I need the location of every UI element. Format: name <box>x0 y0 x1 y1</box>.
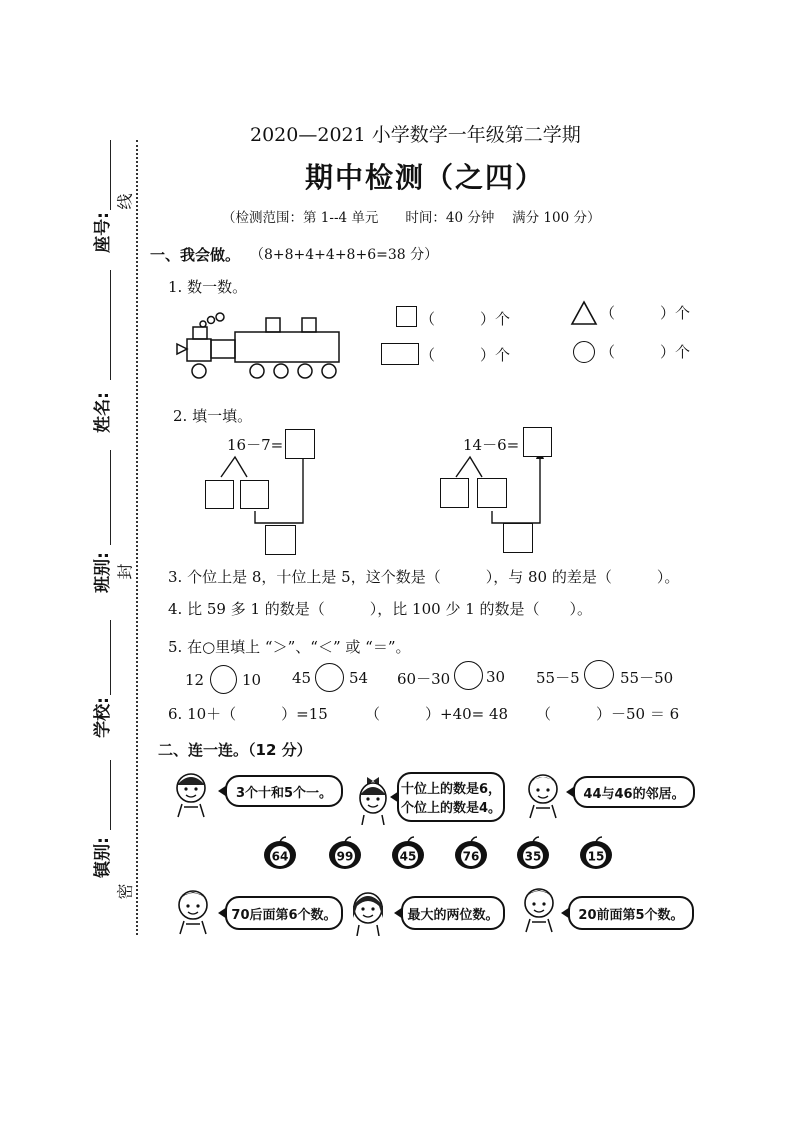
q2-right-split-box-1[interactable] <box>440 478 469 508</box>
class-label: 班别: <box>92 552 113 593</box>
school-line[interactable] <box>110 620 111 695</box>
q2-left-split-box-1[interactable] <box>205 480 234 509</box>
q2-right-result-box[interactable] <box>523 427 552 457</box>
boy-avatar-icon-2 <box>170 884 216 936</box>
q6-part-b[interactable]: （ ）+40= 48 <box>365 705 509 723</box>
q2-right-sum-box[interactable] <box>503 523 533 553</box>
apple-number-3[interactable] <box>390 836 426 870</box>
apple-number-label: 35 <box>524 849 542 864</box>
apple-icon <box>453 836 489 870</box>
bottom-bubble-2[interactable]: 最大的两位数。 <box>401 896 505 930</box>
q5-item3-right: 30 <box>486 668 506 686</box>
q4-text[interactable]: 4. 比 59 多 1 的数是（ ），比 100 少 1 的数是（ ）。 <box>168 600 593 618</box>
rectangle-count[interactable]: （ ）个 <box>420 346 511 364</box>
apple-number-label: 15 <box>587 849 605 864</box>
q2-left-equation: 16－7= <box>227 436 284 454</box>
boy-avatar-icon <box>520 768 566 820</box>
q5-item1-compare-circle[interactable] <box>210 665 237 694</box>
town-label: 镇别: <box>92 837 113 878</box>
q3-text[interactable]: 3. 个位上是 8，十位上是 5，这个数是（ ），与 80 的差是（ ）。 <box>168 568 680 586</box>
boy-avatar-icon-3 <box>516 882 562 934</box>
seat-label: 座号: <box>92 212 113 253</box>
town-line[interactable] <box>110 760 111 830</box>
top-bubble-3[interactable]: 44与46的邻居。 <box>573 776 695 808</box>
apple-icon <box>578 836 614 870</box>
apple-number-1[interactable] <box>262 836 298 870</box>
binding-dotted-line <box>136 140 138 935</box>
bottom-bubble-1[interactable]: 70后面第6个数。 <box>225 896 343 930</box>
title-line1: 2020—2021 小学数学一年级第二学期 <box>250 124 581 146</box>
square-count[interactable]: （ ）个 <box>420 310 511 328</box>
apple-number-6[interactable] <box>578 836 614 870</box>
circle-icon <box>573 341 595 363</box>
seal-mark-secret: 密 <box>115 883 135 900</box>
apple-number-label: 99 <box>336 849 354 864</box>
apple-icon <box>327 836 363 870</box>
apple-number-5[interactable] <box>515 836 551 870</box>
apple-number-4[interactable] <box>453 836 489 870</box>
circle-count[interactable]: （ ）个 <box>600 343 691 361</box>
section1-heading: 一、我会做。 <box>150 246 241 264</box>
school-label: 学校: <box>92 697 113 738</box>
apple-number-label: 76 <box>462 849 480 864</box>
triangle-count[interactable]: （ ）个 <box>600 304 691 322</box>
q5-item1-right: 10 <box>242 671 262 689</box>
apple-icon <box>390 836 426 870</box>
seat-line[interactable] <box>110 140 111 210</box>
q2-left-sum-box[interactable] <box>265 525 296 555</box>
section2-heading: 二、连一连。（12 分） <box>158 741 312 759</box>
train-icon <box>170 310 350 382</box>
girl-avatar-icon <box>168 767 214 819</box>
q5-item3-left: 60－30 <box>397 670 451 688</box>
q5-item2-right: 54 <box>349 669 369 687</box>
top-bubble-1[interactable]: 3个十和5个一。 <box>225 775 343 807</box>
q2-label: 2. 填一填。 <box>173 407 253 425</box>
bottom-bubble-3[interactable]: 20前面第5个数。 <box>568 896 694 930</box>
section1-points: （8+8+4+4+8+6=38 分） <box>250 247 439 263</box>
q2-left-result-box[interactable] <box>285 429 315 459</box>
q5-label: 5. 在○里填上 “＞”、“＜” 或 “＝”。 <box>168 638 411 656</box>
q2-left-split-box-2[interactable] <box>240 480 269 509</box>
q2-right-split-box-2[interactable] <box>477 478 507 508</box>
square-icon <box>396 306 417 327</box>
q5-item3-compare-circle[interactable] <box>454 661 483 690</box>
girl-avatar-icon-2 <box>345 884 391 936</box>
apple-number-label: 45 <box>399 849 417 864</box>
name-label: 姓名: <box>92 392 113 433</box>
apple-number-label: 64 <box>271 849 289 864</box>
q5-item2-left: 45 <box>292 669 312 687</box>
class-line[interactable] <box>110 450 111 545</box>
q5-item4-compare-circle[interactable] <box>584 660 614 689</box>
apple-icon <box>515 836 551 870</box>
name-line[interactable] <box>110 270 111 380</box>
q6-part-c[interactable]: （ ）－50 ＝ 6 <box>536 705 680 723</box>
seal-mark-seal: 封 <box>115 563 135 580</box>
exam-scope: （检测范围：第 1--4 单元 时间：40 分钟 满分 100 分） <box>222 210 601 226</box>
triangle-icon <box>570 300 598 326</box>
apple-number-2[interactable] <box>327 836 363 870</box>
q2-right-equation: 14－6= <box>463 436 520 454</box>
q1-label: 1. 数一数。 <box>168 278 248 296</box>
seal-mark-line: 线 <box>115 193 135 210</box>
q5-item4-right: 55－50 <box>620 669 674 687</box>
top-bubble-2[interactable]: 十位上的数是6， 个位上的数是4。 <box>397 772 505 822</box>
q5-item4-left: 55－5 <box>536 669 580 687</box>
q5-item2-compare-circle[interactable] <box>315 663 344 692</box>
rectangle-icon <box>381 343 419 365</box>
q5-item1-left: 12 <box>185 671 205 689</box>
page-title: 期中检测（之四） <box>305 161 546 194</box>
q6-part-a[interactable]: 6. 10＋（ ）=15 <box>168 705 328 723</box>
apple-icon <box>262 836 298 870</box>
